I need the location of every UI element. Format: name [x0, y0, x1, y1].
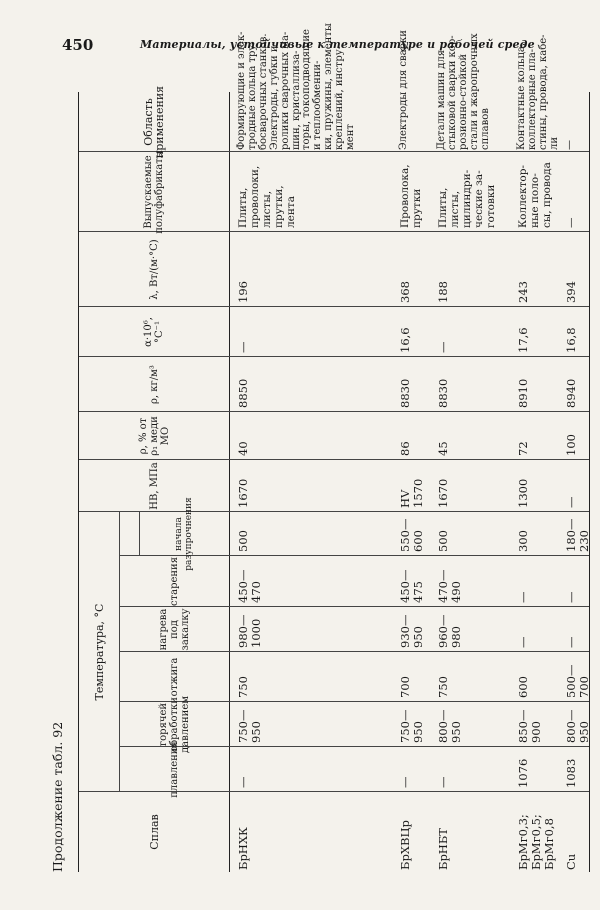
cell-resistivity: 100: [564, 434, 578, 456]
cell-annealing: 750: [236, 676, 250, 698]
cell-application: Детали машин для стыковой сварки кор- розионно-стойкой стали и жаропрочных сплавов: [436, 33, 491, 150]
cell-expansion: —: [436, 341, 450, 353]
cell-softening-start: 300: [516, 530, 530, 552]
cell-annealing: 750: [436, 676, 450, 698]
cell-quench-heating: —: [516, 636, 530, 648]
cell-resistivity: 40: [236, 441, 250, 456]
cell-expansion: —: [236, 341, 250, 353]
continuation-label: Продолжение табл. 92: [50, 721, 65, 872]
cell-semi-products: Проволока, прутки: [399, 164, 423, 228]
cell-annealing: 600: [516, 676, 530, 698]
header-hb: HB, МПа: [148, 462, 160, 510]
header-semi-products: Выпускаемые полуфабрикаты: [143, 150, 165, 234]
cell-aging: 450— 475: [398, 569, 425, 603]
header-annealing: отжига: [168, 657, 180, 697]
cell-conductivity: 188: [436, 281, 450, 303]
header-application: Область применения: [142, 85, 166, 159]
cell-density: 8830: [398, 378, 412, 408]
header-hot-working: горячей обработки давлением: [157, 695, 191, 754]
header-softening-start: начала разупрочнения: [174, 497, 194, 571]
cell-application: —: [564, 140, 575, 150]
cell-resistivity: 72: [516, 441, 530, 456]
cell-hb: 1670: [236, 478, 250, 508]
cell-melting: —: [436, 776, 450, 788]
cell-alloy: БрНБТ: [436, 828, 450, 870]
cell-alloy: Cu: [564, 853, 578, 870]
cell-alloy: БрНХК: [236, 827, 250, 870]
cell-softening-start: 500: [236, 530, 250, 552]
cell-annealing: 500— 700: [564, 664, 591, 698]
cell-quench-heating: 930— 950: [398, 614, 425, 648]
cell-softening-start: 550— 600: [398, 518, 425, 552]
cell-melting: —: [398, 776, 412, 788]
cell-expansion: 17,6: [516, 327, 530, 353]
header-quench-heating: нагрева под закалку: [157, 608, 191, 651]
header-melting: плавления: [168, 741, 180, 798]
cell-aging: 450— 470: [236, 569, 263, 603]
cell-resistivity: 86: [398, 441, 412, 456]
header-alloy: Сплав: [147, 814, 161, 850]
cell-conductivity: 196: [236, 281, 250, 303]
cell-annealing: 700: [398, 676, 412, 698]
cell-aging: 470— 490: [436, 569, 463, 603]
cell-application: Контактные кольца, коллекторные пла- стины, провода, кабе- ли: [516, 34, 560, 150]
header-aging: старения: [168, 556, 180, 607]
cell-resistivity: 45: [436, 441, 450, 456]
cell-expansion: 16,8: [564, 327, 578, 353]
page-number: 450: [62, 36, 94, 54]
cell-alloy: БрМг0,3; БрМг0,5; БрМг0,8: [516, 814, 556, 870]
cell-hb: —: [564, 496, 578, 508]
cell-quench-heating: —: [564, 636, 578, 648]
cell-hb: HV 1570: [398, 478, 425, 508]
cell-hot-working: 750— 950: [398, 709, 425, 743]
cell-hot-working: 850— 900: [516, 709, 543, 743]
cell-semi-products: Коллектор- ные поло- сы, провода: [517, 162, 553, 228]
cell-density: 8830: [436, 378, 450, 408]
cell-softening-start: 500: [436, 530, 450, 552]
cell-aging: —: [564, 591, 578, 603]
cell-hot-working: 800— 950: [436, 709, 463, 743]
cell-aging: —: [516, 591, 530, 603]
header-expansion: α·10⁶, °С⁻¹: [143, 317, 165, 347]
cell-hot-working: 800— 950: [564, 709, 591, 743]
cell-conductivity: 394: [564, 281, 578, 303]
cell-melting: 1083: [564, 758, 578, 788]
header-resistivity: ρ, % от ρ₁ меди МО: [137, 416, 171, 456]
header-conductivity: λ, Вт/(м·°С): [148, 239, 160, 300]
header-temperature: Температура, °С: [92, 603, 106, 701]
running-title: Материалы, устойчивые к температуре и рабочей среде: [140, 38, 535, 51]
cell-semi-products: Плиты, листы, цилиндри- ческие за- готовки: [437, 169, 497, 228]
cell-hb: 1300: [516, 478, 530, 508]
cell-application: Электроды для сварки: [398, 30, 409, 150]
cell-alloy: БрХВЦр: [398, 820, 412, 870]
cell-semi-products: —: [565, 217, 577, 228]
header-density: ρ, кг/м³: [148, 365, 160, 404]
cell-density: 8910: [516, 378, 530, 408]
cell-application: Формирующие и элек- тродные кольца тру- босварочных станков. Электроды, губки и ролики сварочных ма- шин, кристаллиза- торы, токоподводящие и теплообменни- ки, пружины, элементы креплений, инстру- мент: [236, 23, 357, 150]
cell-density: 8940: [564, 378, 578, 408]
cell-hot-working: 750— 950: [236, 709, 263, 743]
cell-conductivity: 243: [516, 281, 530, 303]
cell-density: 8850: [236, 378, 250, 408]
cell-hb: 1670: [436, 478, 450, 508]
cell-melting: —: [236, 776, 250, 788]
cell-conductivity: 368: [398, 281, 412, 303]
cell-melting: 1076: [516, 758, 530, 788]
cell-softening-start: 180— 230: [564, 518, 591, 552]
cell-semi-products: Плиты, проволоки, листы, прутки, лента: [237, 165, 297, 228]
cell-expansion: 16,6: [398, 327, 412, 353]
cell-quench-heating: 980— 1000: [236, 614, 263, 648]
cell-quench-heating: 960— 980: [436, 614, 463, 648]
